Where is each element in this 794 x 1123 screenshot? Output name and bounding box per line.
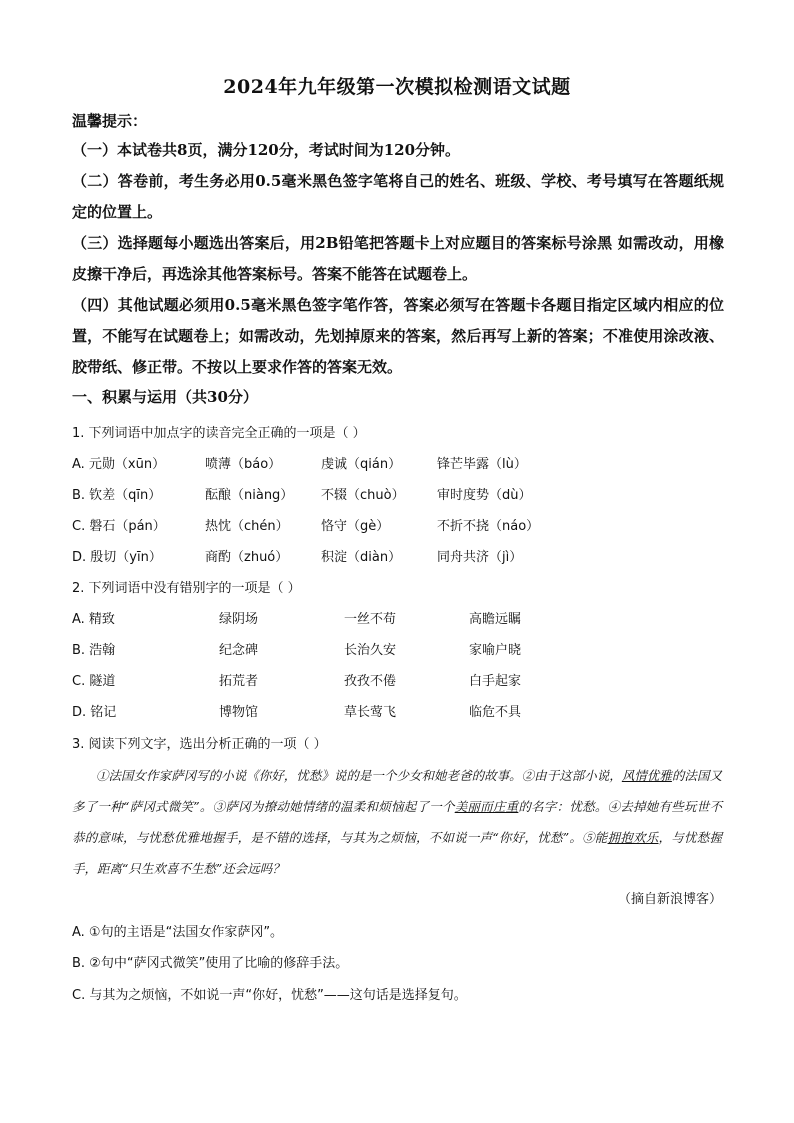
passage-source: （摘自新浪博客） xyxy=(617,892,722,907)
reading-passage xyxy=(72,760,722,884)
q1-d-word-3: 积淀（diàn） xyxy=(321,550,402,565)
tip-item-3: （三）选择题每小题选出答案后，用2B铅笔把答题卡上对应题目的答案标号涂黑 如需改动，用橡皮擦干净后，再选涂其他答案标号。答案不能答在试题卷上。 xyxy=(72,234,724,283)
q1-c-word-3: 恪守（gè） xyxy=(321,519,390,534)
q1-d-word-1: D. 殷切（yīn） xyxy=(72,550,162,565)
q2-c-word-1: C. 隧道 xyxy=(72,674,116,689)
q1-b-word-4: 审时度势（dù） xyxy=(437,488,532,503)
q1-b-word-2: 酝酿（niàng） xyxy=(205,488,294,503)
question-3-stem: 3. 阅读下列文字，选出分析正确的一项（ ） xyxy=(72,737,327,752)
q1-a-word-2: 喷薄（báo） xyxy=(205,457,282,472)
q1-c-word-2: 热忱（chén） xyxy=(205,519,289,534)
q2-option-c xyxy=(72,670,732,690)
q2-a-word-2: 绿阴场 xyxy=(219,612,259,627)
passage-underlined-1: 风情优雅 xyxy=(621,768,672,783)
tip-item-1: （一）本试卷共8页，满分120分，考试时间为120分钟。 xyxy=(72,141,461,159)
q1-d-word-4: 同舟共济（jì） xyxy=(437,550,523,565)
q3-option-a: A. ①句的主语是“法国女作家萨冈”。 xyxy=(72,925,284,940)
tip-item-4: （四）其他试题必须用0.5毫米黑色签字笔作答，答案必须写在答题卡各题目指定区域内相应的位置，不能写在试题卷上；如需改动，先划掉原来的答案，然后再写上新的答案；不准使用涂改液、胶带纸、修正带。不按以上要求作答的答案无效。 xyxy=(72,296,724,376)
q2-b-word-3: 长治久安 xyxy=(344,643,397,658)
q2-b-word-4: 家喻户晓 xyxy=(469,643,522,658)
passage-text-3: 的名字：忧愁。④去掉她有些玩世不恭的意味，与忧愁优雅地握手，是不错的选择，与其为之烦恼，不如说一声“你好，忧愁”。⑤能 xyxy=(72,799,722,845)
q2-c-word-2: 拓荒者 xyxy=(219,674,259,689)
question-1-stem: 1. 下列词语中加点字的读音完全正确的一项是（ ） xyxy=(72,426,366,441)
q2-option-a xyxy=(72,608,732,628)
q1-option-b xyxy=(72,484,732,504)
question-2-stem: 2. 下列词语中没有错别字的一项是（ ） xyxy=(72,581,301,596)
passage-underlined-2: 美丽而庄重 xyxy=(454,799,519,814)
q1-a-word-1: A. 元勋（xūn） xyxy=(72,457,166,472)
passage-text-4: ，与忧愁握手，距离“只生欢喜不生愁”还会远吗？ xyxy=(72,830,722,876)
tip-item-2: （二）答卷前，考生务必用0.5毫米黑色签字笔将自己的姓名、班级、学校、考号填写在答题纸规定的位置上。 xyxy=(72,172,724,221)
q2-d-word-2: 博物馆 xyxy=(219,705,259,720)
q1-b-word-1: B. 钦差（qīn） xyxy=(72,488,162,503)
passage-text-2: 的法国又多了一种“萨冈式微笑”。③萨冈为撩动她情绪的温柔和烦恼起了一个 xyxy=(72,768,722,814)
q3-option-c: C. 与其为之烦恼，不如说一声“你好，忧愁”——这句话是选择复句。 xyxy=(72,988,467,1003)
q1-c-word-1: C. 磐石（pán） xyxy=(72,519,166,534)
q2-a-word-4: 高瞻远瞩 xyxy=(469,612,522,627)
section-heading: 一、积累与运用（共30分） xyxy=(72,388,258,406)
q1-option-c xyxy=(72,515,732,535)
q2-d-word-1: D. 铭记 xyxy=(72,705,117,720)
q2-d-word-3: 草长莺飞 xyxy=(344,705,397,720)
q1-b-word-3: 不辍（chuò） xyxy=(321,488,405,503)
q2-a-word-3: 一丝不苟 xyxy=(344,612,397,627)
q2-a-word-1: A. 精致 xyxy=(72,612,115,627)
tips-heading: 温馨提示： xyxy=(72,112,148,130)
q1-a-word-4: 锋芒毕露（lù） xyxy=(437,457,527,472)
passage-underlined-3: 拥抱欢乐 xyxy=(607,830,659,845)
q1-a-word-3: 虔诚（qián） xyxy=(321,457,402,472)
q2-c-word-3: 孜孜不倦 xyxy=(344,674,397,689)
q1-option-d xyxy=(72,546,732,566)
q2-c-word-4: 白手起家 xyxy=(469,674,522,689)
q2-b-word-2: 纪念碑 xyxy=(219,643,259,658)
q2-option-d xyxy=(72,701,732,721)
page-title: 2024年九年级第一次模拟检测语文试题 xyxy=(223,76,571,98)
q1-option-a xyxy=(72,453,732,473)
q2-d-word-4: 临危不具 xyxy=(469,705,522,720)
q3-option-b: B. ②句中“萨冈式微笑”使用了比喻的修辞手法。 xyxy=(72,956,349,971)
q2-option-b xyxy=(72,639,732,659)
q1-c-word-4: 不折不挠（náo） xyxy=(437,519,540,534)
q2-b-word-1: B. 浩翰 xyxy=(72,643,116,658)
q1-d-word-2: 商酌（zhuó） xyxy=(205,550,289,565)
passage-text-1: ①法国女作家萨冈写的小说《你好，忧愁》说的是一个少女和她老爸的故事。②由于这部小说， xyxy=(96,768,622,783)
